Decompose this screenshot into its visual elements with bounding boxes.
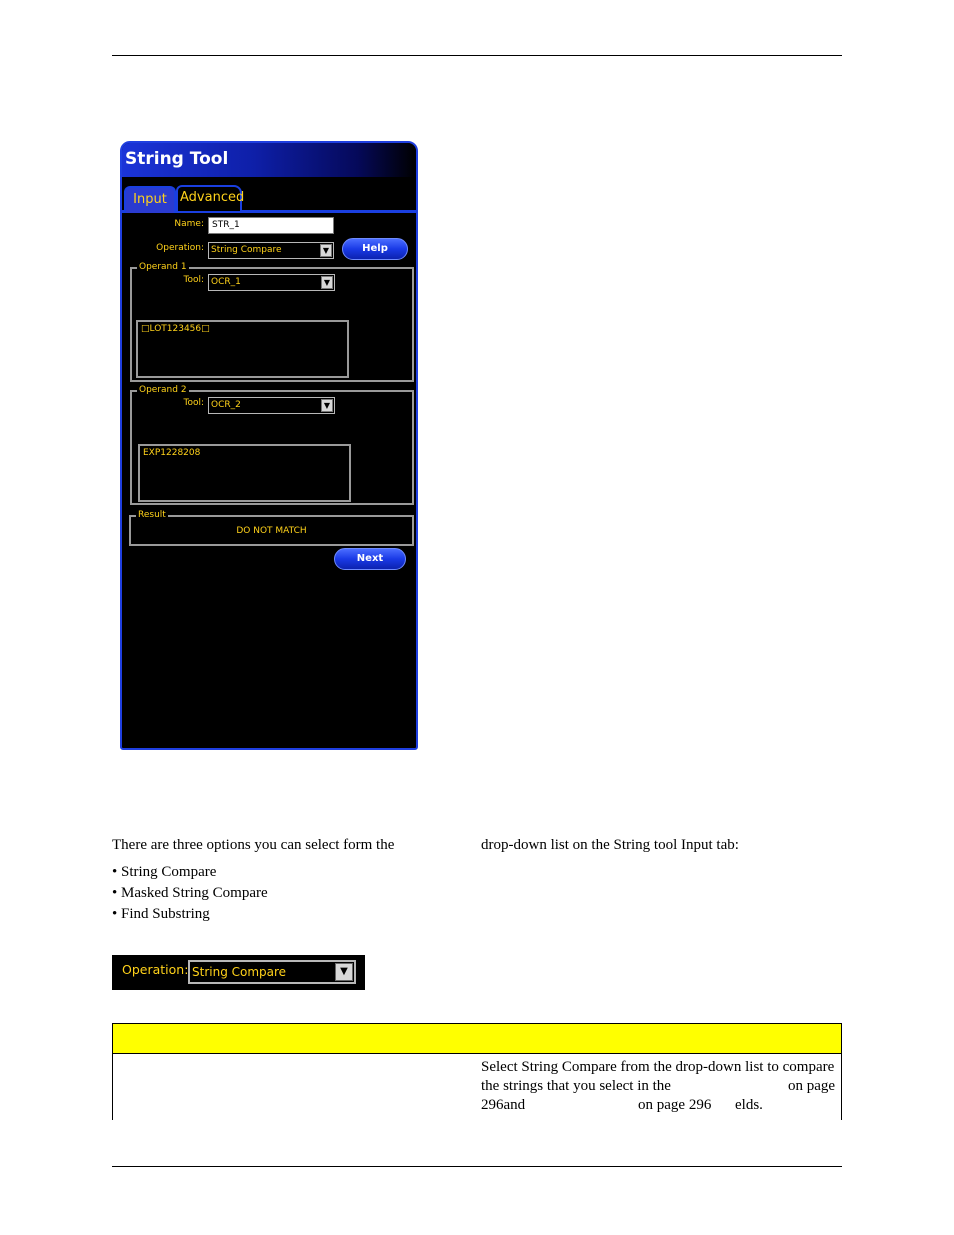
chevron-down-icon[interactable]: ▼ (321, 276, 333, 289)
description-text: Select String Compare from the drop-down list to compare (481, 1059, 835, 1075)
tab-input[interactable]: Input (124, 186, 176, 213)
operand2-tool-select[interactable] (208, 397, 335, 414)
name-input[interactable]: STR_1 (208, 217, 334, 234)
header-rule (112, 55, 842, 56)
table-cell-description (481, 1058, 841, 1115)
description-text: on page (788, 1078, 836, 1094)
next-button[interactable]: Next (334, 548, 406, 570)
operand1-tool-select[interactable] (208, 274, 335, 291)
intro-left: There are three options you can select form the (112, 837, 395, 853)
operand2-title: Operand 2 (139, 385, 187, 395)
description-text: elds. (735, 1097, 763, 1113)
options-table (112, 1023, 842, 1120)
operand1-string-box: □LOT123456□ (136, 320, 349, 378)
result-value: DO NOT MATCH (236, 526, 307, 536)
panel-title: String Tool (125, 149, 229, 169)
chevron-down-icon[interactable]: ▼ (320, 244, 332, 257)
operand2-string-box: EXP1228208 (138, 444, 351, 502)
bullet-find-substring: • Find Substring (112, 906, 210, 922)
operand2-tool-value: OCR_2 (211, 400, 241, 410)
snippet-operation-select (188, 960, 356, 984)
string-tool-panel (120, 141, 418, 750)
operand1-title: Operand 1 (139, 262, 187, 272)
tab-advanced[interactable]: Advanced (176, 185, 242, 211)
description-line-1 (481, 1058, 841, 1077)
name-label: Name: (174, 219, 204, 229)
chevron-down-icon: ▼ (335, 963, 353, 981)
title-bar (122, 143, 416, 177)
operation-snippet (112, 955, 365, 990)
intro-right: drop-down list on the String tool Input tab: (481, 837, 739, 853)
snippet-operation-value: String Compare (192, 965, 287, 979)
chevron-down-icon[interactable]: ▼ (321, 399, 333, 412)
operand2-tool-label: Tool: (183, 398, 204, 408)
snippet-operation-label: Operation: (122, 962, 189, 977)
description-line-2 (481, 1077, 841, 1096)
description-text: the strings that you select in the (481, 1078, 671, 1094)
footer-rule (112, 1166, 842, 1167)
result-group (129, 510, 414, 546)
description-text: on page 296 (638, 1097, 712, 1113)
operation-select-value: String Compare (211, 245, 282, 255)
help-button[interactable]: Help (342, 238, 408, 260)
operand1-tool-label: Tool: (183, 275, 204, 285)
operand1-tool-value: OCR_1 (211, 277, 241, 287)
operand1-group (130, 262, 414, 382)
bullet-masked-string-compare: • Masked String Compare (112, 885, 268, 901)
description-line-3 (481, 1096, 841, 1115)
bullet-string-compare: • String Compare (112, 864, 217, 880)
operand2-group (130, 385, 414, 505)
result-title: Result (138, 510, 166, 520)
table-header (113, 1024, 841, 1054)
description-text: 296and (481, 1097, 526, 1113)
operation-label: Operation: (156, 243, 204, 253)
operation-select[interactable] (208, 242, 334, 259)
